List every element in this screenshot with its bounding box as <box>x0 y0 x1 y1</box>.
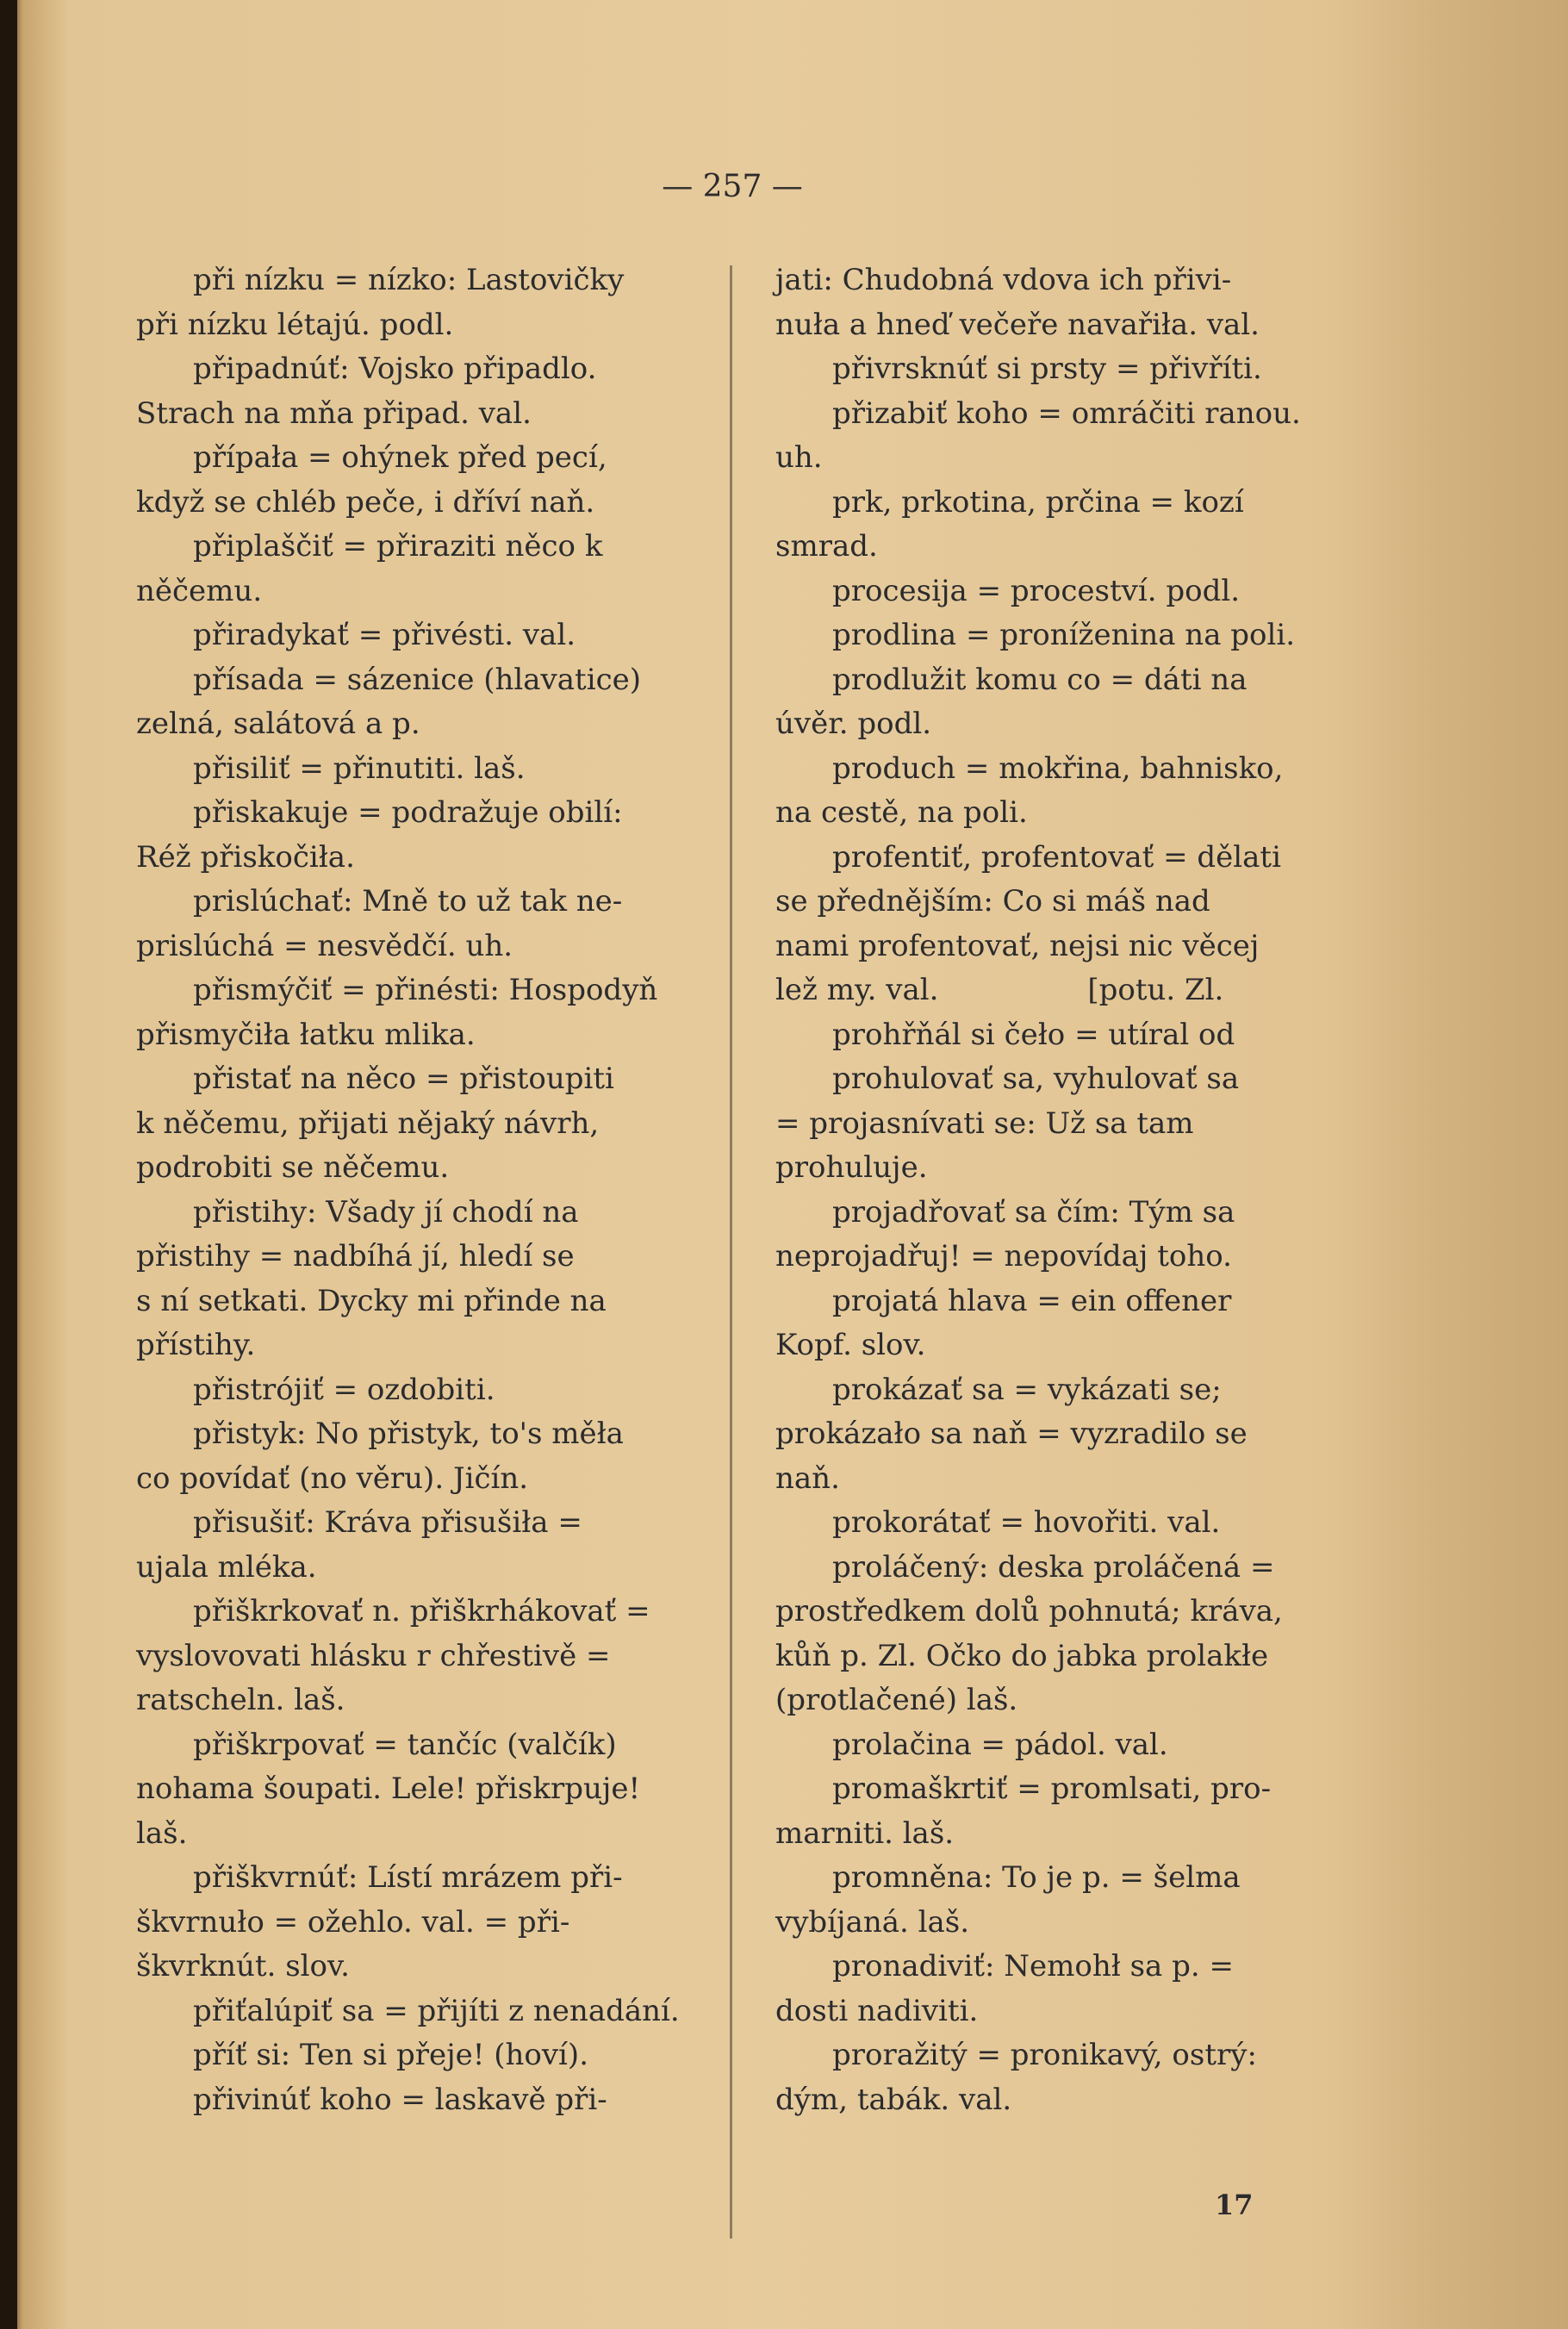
text-line: přizabiť koho = omráčiti ranou. <box>832 395 1301 431</box>
text-line: s ní setkati. Dycky mi přinde na <box>136 1283 607 1318</box>
printer-signature: 17 <box>1215 2189 1254 2221</box>
text-line: dosti nadiviti. <box>775 1993 979 2028</box>
text-line: prodlužit komu co = dáti na <box>832 662 1248 697</box>
text-line: zelná, salátová a p. <box>136 707 420 741</box>
text-line: produch = mokřina, bahnisko, <box>832 750 1284 786</box>
text-line: přivrsknúť si prsty = přivříti. <box>832 352 1262 386</box>
text-line: dým, tabák. val. <box>775 2082 1012 2117</box>
text-line: při nízku = nízko: Lastovičky <box>193 263 625 297</box>
text-line: ratscheln. laš. <box>136 1683 345 1717</box>
text-line: projatá hlava = ein offener <box>832 1283 1232 1318</box>
text-line: prodlina = proníženina na poli. <box>832 618 1296 652</box>
text-line: ujala mléka. <box>136 1549 317 1585</box>
text-line: prohulovať sa, vyhulovať sa <box>832 1062 1240 1096</box>
text-line: = projasnívati se: Už sa tam <box>775 1105 1194 1141</box>
text-line: nami profentovať, nejsi nic věcej <box>775 928 1260 963</box>
text-line: přiťalúpiť sa = přijíti z nenadání. <box>193 1993 680 2028</box>
text-line: podrobiti se něčemu. <box>136 1150 450 1185</box>
text-line: projadřovať sa čím: Tým sa <box>832 1194 1235 1230</box>
text-line: prostředkem dolů pohnutá; kráva, <box>775 1594 1283 1628</box>
text-line: přismýčiť = přinésti: Hospodyň <box>193 973 658 1007</box>
text-line: přisušiť: Kráva přisušiła = <box>193 1505 582 1540</box>
text-line: se přednějším: Co si máš nad <box>775 884 1210 919</box>
column-divider <box>730 265 732 2239</box>
text-line: přistať na něco = přistoupiti <box>193 1062 614 1096</box>
text-line: prolačina = pádol. val. <box>832 1727 1168 1762</box>
text-line: přismyčiła łatku mlika. <box>136 1017 476 1052</box>
text-line: k něčemu, přijati nějaký návrh, <box>136 1105 600 1141</box>
text-line: přiškrpovať = tančíc (valčík) <box>193 1727 617 1762</box>
text-line: laš. <box>136 1815 188 1851</box>
text-line: uh. <box>775 440 823 475</box>
text-line: jati: Chudobná vdova ich přivi- <box>775 263 1232 297</box>
text-line: prokorátať = hovořiti. val. <box>832 1505 1221 1540</box>
text-line: přisiliť = přinutiti. laš. <box>193 750 526 786</box>
text-line: prohuluje. <box>775 1150 928 1185</box>
text-line: přiradykať = přivésti. val. <box>193 618 576 652</box>
text-line: smrad. <box>775 529 878 564</box>
text-line: prislúchá = nesvědčí. uh. <box>136 928 513 963</box>
text-line: přistrójiť = ozdobiti. <box>193 1372 495 1407</box>
text-line: škvrknút. slov. <box>136 1949 350 1983</box>
text-line: Kopf. slov. <box>775 1328 926 1362</box>
text-line: prokázało sa naň = vyzradilo se <box>775 1417 1248 1451</box>
text-line: prohřňál si čeło = utíral od <box>832 1017 1235 1052</box>
text-line: přiškrkovať n. přiškrhákovať = <box>193 1594 650 1628</box>
text-line: co povídať (no věru). Jičín. <box>136 1460 529 1496</box>
text-line: přistihy = nadbíhá jí, hledí se <box>136 1239 575 1273</box>
text-line: procesija = proceství. podl. <box>832 573 1241 608</box>
text-line: pronadiviť: Nemohł sa p. = <box>832 1949 1235 1983</box>
text-line: vybíjaná. laš. <box>775 1904 970 1940</box>
text-line: přistihy: Všady jí chodí na <box>193 1194 579 1230</box>
text-line: prk, prkotina, prčina = kozí <box>832 484 1244 520</box>
text-line: proláčený: deska proláčená = <box>832 1549 1275 1585</box>
book-gutter <box>0 0 17 2329</box>
page-edge-shadow <box>1327 0 1568 2329</box>
left-column <box>136 258 688 2122</box>
text-line: promaškrtiť = promlsati, pro- <box>832 1772 1272 1806</box>
text-line: přiskakuje = podražuje obilí: <box>193 795 623 830</box>
text-line: marniti. laš. <box>775 1815 955 1851</box>
text-line: proražitý = pronikavý, ostrý: <box>832 2038 1257 2072</box>
text-line: připlaščiť = přiraziti něco k <box>193 529 603 564</box>
text-line: profentiť, profentovať = dělati <box>832 839 1281 875</box>
text-line: neprojadřuj! = nepovídaj toho. <box>775 1239 1232 1273</box>
text-line: Strach na mňa připad. val. <box>136 395 532 431</box>
text-line: něčemu. <box>136 573 263 608</box>
text-line: (protlačené) laš. <box>775 1683 1018 1717</box>
text-line: naň. <box>775 1460 840 1496</box>
right-column <box>775 258 1327 2122</box>
text-line: škvrnuło = ožehlo. val. = při- <box>136 1904 570 1940</box>
text-line: přístihy. <box>136 1328 256 1362</box>
text-line: promněna: To je p. = šelma <box>832 1860 1241 1895</box>
text-line: připadnúť: Vojsko připadlo. <box>193 352 597 386</box>
text-line: úvěr. podl. <box>775 707 932 741</box>
text-line: lež my. val. [potu. Zl. <box>775 973 1224 1007</box>
text-line: kůň p. Zl. Očko do jabka prolakłe <box>775 1638 1269 1673</box>
text-line: příť si: Ten si přeje! (hoví). <box>193 2038 588 2072</box>
text-line: prislúchať: Mně to už tak ne- <box>193 884 623 919</box>
text-line: přistyk: No přistyk, to's měła <box>193 1417 624 1451</box>
page-number: — 257 — <box>662 169 803 204</box>
text-line: vyslovovati hlásku r chřestivě = <box>136 1638 611 1673</box>
text-line: Réž přiskočiła. <box>136 839 355 875</box>
text-line: při nízku létajú. podl. <box>136 307 454 342</box>
text-line: přivinúť koho = laskavě při- <box>193 2082 607 2117</box>
text-line: nuła a hneď večeře navařiła. val. <box>775 307 1260 342</box>
text-line: na cestě, na poli. <box>775 795 1028 830</box>
text-line: přísada = sázenice (hlavatice) <box>193 662 641 697</box>
text-line: přípała = ohýnek před pecí, <box>193 440 607 475</box>
text-line: přiškvrnúť: Lístí mrázem při- <box>193 1860 623 1895</box>
text-line: prokázať sa = vykázati se; <box>832 1372 1222 1407</box>
text-line: když se chléb peče, i dříví naň. <box>136 484 595 520</box>
text-line: nohama šoupati. Lele! přiskrpuje! <box>136 1772 641 1806</box>
